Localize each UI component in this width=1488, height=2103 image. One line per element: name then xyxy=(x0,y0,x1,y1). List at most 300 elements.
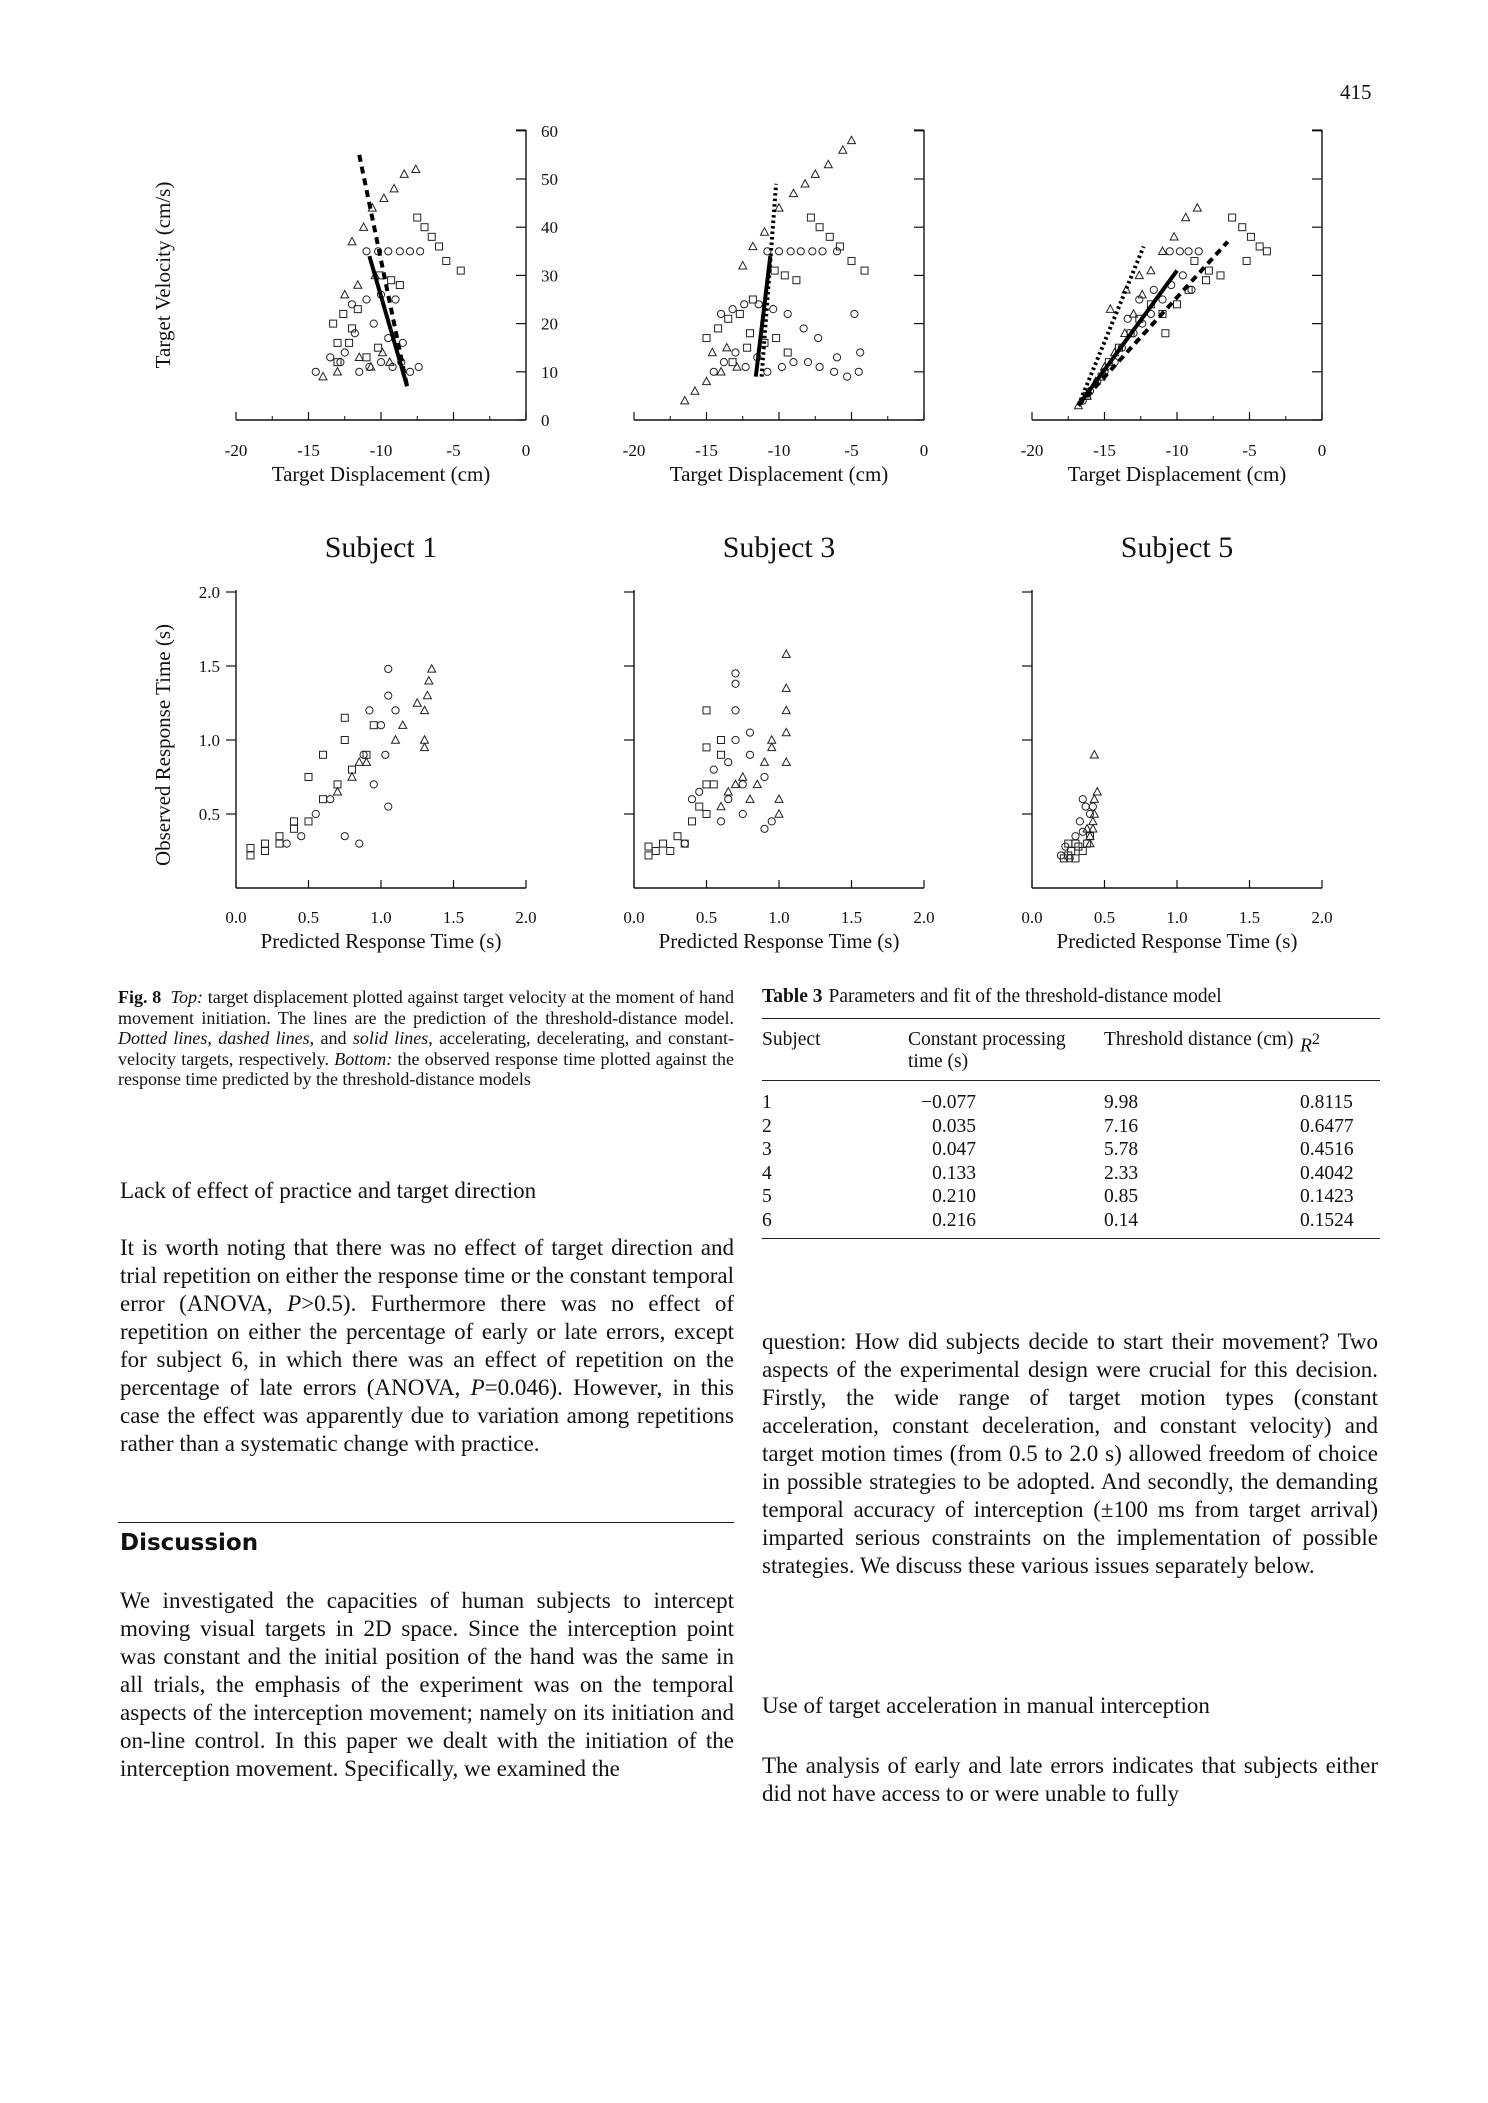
data-point xyxy=(689,818,696,825)
data-point xyxy=(399,721,407,728)
x-axis-label: Predicted Response Time (s) xyxy=(658,929,900,953)
data-point xyxy=(1159,247,1167,254)
data-point xyxy=(1090,751,1098,758)
table-cell-value: −0.077 xyxy=(921,1092,976,1113)
section-title-practice: Lack of effect of practice and target direction xyxy=(120,1178,537,1203)
data-point xyxy=(1089,803,1096,810)
caption-label: Fig. 8 xyxy=(118,987,162,1007)
data-point xyxy=(696,788,703,795)
data-point xyxy=(389,363,396,370)
data-point xyxy=(423,691,431,698)
section-title-acceleration: Use of target acceleration in manual interception xyxy=(762,1693,1210,1718)
x-tick-label: -15 xyxy=(695,441,718,460)
data-point xyxy=(1072,833,1079,840)
data-point xyxy=(782,758,790,765)
data-point xyxy=(720,359,727,366)
col-header-r2: $R^2$ xyxy=(1300,1019,1380,1081)
data-point xyxy=(739,781,746,788)
data-point xyxy=(356,840,363,847)
data-point xyxy=(428,665,436,672)
data-point xyxy=(363,354,370,361)
data-point xyxy=(1229,214,1236,221)
data-point xyxy=(392,707,399,714)
x-tick-label: -5 xyxy=(844,441,859,460)
data-point xyxy=(749,242,757,249)
x-tick-label: 2.0 xyxy=(515,908,537,927)
data-point xyxy=(341,290,349,297)
table-cell: 0.8115 xyxy=(1300,1092,1353,1113)
data-point xyxy=(855,368,862,375)
data-point xyxy=(378,348,386,355)
table-cell: 0.1524 xyxy=(1300,1209,1354,1231)
data-point xyxy=(370,781,377,788)
x-tick-label: -10 xyxy=(767,441,791,460)
data-point xyxy=(1079,848,1086,855)
data-point xyxy=(1076,818,1083,825)
data-point xyxy=(784,349,791,356)
data-point xyxy=(385,248,392,255)
table-row xyxy=(762,1162,1380,1186)
data-point xyxy=(851,310,858,317)
data-point xyxy=(1075,843,1082,850)
subject-title: Subject 1 xyxy=(324,531,438,564)
data-point xyxy=(1263,248,1270,255)
x-tick-label: -15 xyxy=(1093,441,1116,460)
data-point xyxy=(816,224,823,231)
data-point xyxy=(1185,248,1192,255)
data-point xyxy=(425,677,433,684)
data-point xyxy=(742,363,749,370)
data-point xyxy=(790,359,797,366)
y-tick-label: 10 xyxy=(541,362,558,382)
table-cell xyxy=(908,1138,1104,1162)
data-point xyxy=(334,788,342,795)
y-tick-label: 1.0 xyxy=(198,731,220,750)
data-point xyxy=(337,359,344,366)
data-point xyxy=(412,165,420,172)
table-cell: 0.4042 xyxy=(1300,1162,1354,1184)
data-point xyxy=(703,744,710,751)
table-cell: 5 xyxy=(762,1186,772,1207)
data-point xyxy=(247,845,254,852)
data-point xyxy=(839,146,847,153)
data-point xyxy=(824,160,832,167)
y-tick-label: 60 xyxy=(541,121,558,141)
data-point xyxy=(761,228,769,235)
data-point xyxy=(844,373,851,380)
data-point xyxy=(1082,803,1089,810)
data-point xyxy=(354,306,361,313)
data-point xyxy=(782,650,790,657)
table-label: Table 3 xyxy=(762,986,823,1007)
table-cell: 2.33 xyxy=(1104,1162,1139,1184)
data-point xyxy=(715,325,722,332)
data-point xyxy=(327,354,334,361)
data-point xyxy=(385,692,392,699)
data-point xyxy=(729,359,736,366)
data-point xyxy=(1072,840,1079,847)
data-point xyxy=(703,811,710,818)
y-tick-label: 2.0 xyxy=(198,583,220,602)
data-point xyxy=(417,248,424,255)
data-point xyxy=(674,833,681,840)
x-tick-label: 2.0 xyxy=(913,908,935,927)
data-point xyxy=(775,810,783,817)
data-point xyxy=(348,237,356,244)
data-point xyxy=(739,262,747,269)
data-point xyxy=(732,349,739,356)
data-point xyxy=(1247,233,1254,240)
data-point xyxy=(312,810,319,817)
data-point xyxy=(377,722,384,729)
data-point xyxy=(815,334,822,341)
data-point xyxy=(819,248,826,255)
bottom-y-axis-label: Observed Response Time (s) xyxy=(151,623,175,867)
y-tick-label: 20 xyxy=(541,314,558,334)
data-point xyxy=(346,339,353,346)
table-cell: 0.1423 xyxy=(1300,1186,1354,1207)
data-point xyxy=(400,170,408,177)
x-tick-label: 1.0 xyxy=(768,908,790,927)
paragraph-practice: It is worth noting that there was no effect of target direction and trial repetition on either the response time or the constant temporal error (ANOVA, P>0.5). Furthermore there was no effect of repetition on either the percentage of early or late errors, except for subject 6, in which there was an effect of repetition on the percentage of late errors (ANOVA, P=0.046). However, in this case the effect was apparently due to variation among repetitions rather than a systematic change with practice. xyxy=(120,1235,734,1456)
model-line-solid xyxy=(369,256,407,386)
data-point xyxy=(1188,286,1195,293)
data-point xyxy=(341,714,348,721)
data-point xyxy=(334,339,341,346)
table-cell: 7.16 xyxy=(1104,1115,1139,1137)
data-point xyxy=(356,368,363,375)
table-cell-value: 0.210 xyxy=(932,1186,976,1207)
data-point xyxy=(1256,243,1263,250)
data-point xyxy=(800,325,807,332)
data-point xyxy=(718,737,725,744)
data-point xyxy=(351,330,358,337)
data-point xyxy=(262,840,269,847)
table-cell: 1 xyxy=(762,1092,772,1113)
data-point xyxy=(775,248,782,255)
data-point xyxy=(413,699,421,706)
x-tick-label: 1.5 xyxy=(840,908,863,927)
table-cell: 9.98 xyxy=(1104,1092,1139,1113)
data-point xyxy=(341,737,348,744)
data-point xyxy=(833,248,840,255)
data-point xyxy=(725,315,732,322)
data-point xyxy=(801,180,809,187)
data-point xyxy=(312,368,319,375)
data-point xyxy=(1147,266,1155,273)
x-tick-label: 0.0 xyxy=(623,908,645,927)
data-point xyxy=(340,310,347,317)
data-point xyxy=(428,233,435,240)
x-tick-label: -20 xyxy=(224,441,248,460)
y-tick-label: 40 xyxy=(541,218,558,238)
data-point xyxy=(732,707,739,714)
data-point xyxy=(421,743,429,750)
data-point xyxy=(741,301,748,308)
data-point xyxy=(291,818,298,825)
model-line-dashed xyxy=(359,155,407,386)
data-point xyxy=(717,310,724,317)
data-point xyxy=(443,257,450,264)
data-point xyxy=(1174,301,1181,308)
data-point xyxy=(770,306,777,313)
figure-8 xyxy=(0,0,1488,960)
data-point xyxy=(781,272,788,279)
data-point xyxy=(725,759,732,766)
table-cell-value: 0.216 xyxy=(932,1209,976,1231)
data-point xyxy=(385,665,392,672)
table-cell xyxy=(908,1115,1104,1139)
x-tick-label: -5 xyxy=(1242,441,1257,460)
y-tick-label: 0 xyxy=(541,411,550,430)
x-tick-label: -10 xyxy=(1165,441,1189,460)
data-point xyxy=(717,368,725,375)
data-point xyxy=(415,363,422,370)
table-cell: 0.85 xyxy=(1104,1186,1139,1207)
x-tick-label: 1.0 xyxy=(1166,908,1188,927)
x-tick-label: 0.5 xyxy=(297,908,320,927)
data-point xyxy=(771,267,778,274)
subject-title: Subject 3 xyxy=(722,531,836,564)
table-cell: 6 xyxy=(762,1209,772,1231)
data-point xyxy=(804,359,811,366)
data-point xyxy=(1162,330,1169,337)
data-point xyxy=(703,781,710,788)
data-point xyxy=(717,802,725,809)
x-tick-label: -5 xyxy=(446,441,461,460)
data-point xyxy=(681,840,688,847)
x-tick-label: 1.5 xyxy=(1238,908,1261,927)
data-point xyxy=(645,843,652,850)
table-cell: 3 xyxy=(762,1139,772,1160)
table-header-row xyxy=(762,1019,1380,1081)
data-point xyxy=(1191,257,1198,264)
table-row xyxy=(762,1115,1380,1139)
data-point xyxy=(793,277,800,284)
paragraph-discussion: We investigated the capacities of human subjects to intercept moving visual targets in 2D space. Since the interception point was constant and the initial position of the hand was the same in all trials, the emphasis of the experiment was on the temporal aspects of the interception movement; namely on its initiation and on-line control. In this paper we dealt with the initiation of the interception movement. Specifically, we examined the xyxy=(120,1588,734,1781)
x-tick-label: -15 xyxy=(297,441,320,460)
data-point xyxy=(782,684,790,691)
data-point xyxy=(667,848,674,855)
table-title: Table 3 Parameters and fit of the threshold-distance model xyxy=(762,986,1222,1007)
x-axis-label: Target Displacement (cm) xyxy=(1067,462,1287,486)
data-point xyxy=(421,706,429,713)
x-axis-label: Target Displacement (cm) xyxy=(669,462,889,486)
table-row xyxy=(762,1209,1380,1239)
data-point xyxy=(1170,233,1178,240)
discussion-title: Discussion xyxy=(120,1530,259,1556)
data-point xyxy=(390,184,398,191)
data-point xyxy=(355,353,363,360)
data-point xyxy=(691,387,699,394)
data-point xyxy=(1150,286,1157,293)
data-point xyxy=(696,803,703,810)
data-point xyxy=(380,194,388,201)
data-point xyxy=(807,214,814,221)
data-point xyxy=(320,796,327,803)
subject-title: Subject 5 xyxy=(1120,531,1234,564)
data-point xyxy=(739,810,746,817)
x-tick-label: 0.0 xyxy=(1021,908,1043,927)
data-point xyxy=(761,758,769,765)
table-row xyxy=(762,1138,1380,1162)
data-point xyxy=(298,833,305,840)
data-point xyxy=(414,214,421,221)
data-point xyxy=(1239,224,1246,231)
data-point xyxy=(768,736,776,743)
data-point xyxy=(1166,248,1173,255)
data-point xyxy=(833,354,840,361)
data-point xyxy=(775,795,783,802)
data-point xyxy=(392,736,400,743)
data-point xyxy=(370,722,377,729)
table-cell: 2 xyxy=(762,1115,772,1137)
data-point xyxy=(703,377,711,384)
data-point xyxy=(385,803,392,810)
data-point xyxy=(1090,795,1098,802)
data-point xyxy=(421,736,429,743)
data-point xyxy=(1203,277,1210,284)
data-point xyxy=(723,344,731,351)
data-point xyxy=(341,833,348,840)
discussion-rule xyxy=(118,1522,734,1523)
data-point xyxy=(305,774,312,781)
table-row xyxy=(762,1185,1380,1209)
x-tick-label: 0.0 xyxy=(225,908,247,927)
data-point xyxy=(761,773,768,780)
table-cell xyxy=(908,1162,1104,1186)
data-point xyxy=(327,796,334,803)
data-point xyxy=(725,796,732,803)
data-point xyxy=(861,267,868,274)
data-point xyxy=(732,780,740,787)
x-axis-label: Target Displacement (cm) xyxy=(271,462,491,486)
x-tick-label: 0 xyxy=(1317,441,1327,460)
data-point xyxy=(1065,840,1072,847)
x-axis-label: Predicted Response Time (s) xyxy=(260,929,502,953)
data-point xyxy=(334,368,342,375)
page-number: 415 xyxy=(1340,80,1372,104)
data-point xyxy=(382,751,389,758)
data-point xyxy=(811,170,819,177)
table-cell-value: 0.047 xyxy=(932,1139,976,1160)
data-point xyxy=(784,310,791,317)
x-tick-label: 1.0 xyxy=(370,908,392,927)
data-point xyxy=(782,728,790,735)
data-point xyxy=(276,840,283,847)
table-cell: 5.78 xyxy=(1104,1139,1139,1160)
top-y-axis-label: Target Velocity (cm/s) xyxy=(151,181,175,369)
data-point xyxy=(826,233,833,240)
data-point xyxy=(787,248,794,255)
data-point xyxy=(363,296,370,303)
data-point xyxy=(746,795,754,802)
data-point xyxy=(436,243,443,250)
data-point xyxy=(1193,204,1201,211)
data-point xyxy=(718,751,725,758)
y-tick-label: 1.5 xyxy=(198,657,220,676)
data-point xyxy=(782,706,790,713)
data-point xyxy=(739,773,747,780)
x-tick-label: -20 xyxy=(622,441,646,460)
data-point xyxy=(1136,296,1143,303)
figure-caption: Fig. 8 Top: target displacement plotted against target velocity at the moment of hand movement initiation. The lines are the prediction of the threshold-distance model. Dotted lines, dashed lines, and solid lines, accelerating, decelerating, and constant-velocity targets, respectively. Bottom: the observed response time plotted against the response time predicted by the threshold-distance models xyxy=(118,987,735,1089)
data-point xyxy=(744,344,751,351)
x-tick-label: 0.5 xyxy=(695,908,718,927)
data-point xyxy=(320,751,327,758)
data-point xyxy=(360,751,367,758)
data-point xyxy=(645,852,652,859)
data-point xyxy=(848,136,856,143)
data-point xyxy=(370,320,377,327)
data-point xyxy=(363,758,371,765)
data-point xyxy=(348,773,356,780)
table-cell-value: 0.133 xyxy=(932,1162,976,1184)
data-point xyxy=(729,306,736,313)
data-point xyxy=(688,796,695,803)
data-point xyxy=(749,296,756,303)
x-tick-label: 0 xyxy=(521,441,531,460)
data-point xyxy=(710,781,717,788)
data-point xyxy=(681,397,689,404)
table-3 xyxy=(762,1018,1380,1239)
data-point xyxy=(377,359,384,366)
data-point xyxy=(396,282,403,289)
data-point xyxy=(396,248,403,255)
data-point xyxy=(1176,248,1183,255)
data-point xyxy=(421,224,428,231)
data-point xyxy=(406,248,413,255)
data-point xyxy=(710,368,717,375)
data-point xyxy=(305,818,312,825)
data-point xyxy=(354,281,362,288)
data-point xyxy=(764,368,771,375)
data-point xyxy=(1135,271,1143,278)
table-cell xyxy=(908,1185,1104,1209)
data-point xyxy=(761,825,768,832)
table-cell: 0.14 xyxy=(1104,1209,1139,1231)
data-point xyxy=(732,736,739,743)
col-header-subject: Subject xyxy=(762,1019,908,1081)
data-point xyxy=(736,310,743,317)
col-header-processing-time: Constant processing time (s) xyxy=(908,1019,1104,1081)
data-point xyxy=(768,818,775,825)
data-point xyxy=(848,257,855,264)
x-tick-label: -20 xyxy=(1020,441,1044,460)
data-point xyxy=(363,248,370,255)
data-point xyxy=(746,751,753,758)
model-line-solid xyxy=(1078,271,1177,406)
data-point xyxy=(753,780,761,787)
data-point xyxy=(710,766,717,773)
data-point xyxy=(375,344,382,351)
table-cell: 0.6477 xyxy=(1300,1115,1354,1137)
paragraph-question: question: How did subjects decide to start their movement? Two aspects of the experimental design were crucial for this decision. Firstly, the wide range of target motion types (constant acceleration, constant deceleration, and constant velocity) and target motion times (from 0.5 to 2.0 s) allowed freedom of choice in possible strategies to be adopted. And secondly, the demanding temporal accuracy of interception (±100 ms from target arrival) imparted serious constraints on the implementation of possible strategies. We discuss these various issues separately below. xyxy=(762,1329,1378,1578)
data-point xyxy=(816,363,823,370)
table-cell xyxy=(908,1081,1104,1115)
data-point xyxy=(747,330,754,337)
data-point xyxy=(388,277,395,284)
table-cell xyxy=(908,1209,1104,1239)
data-point xyxy=(406,368,413,375)
table-cell-value: 0.035 xyxy=(932,1115,976,1137)
data-point xyxy=(1182,213,1190,220)
data-point xyxy=(703,707,710,714)
data-point xyxy=(732,680,739,687)
data-point xyxy=(724,788,732,795)
col-header-threshold-distance: Threshold distance (cm) xyxy=(1104,1019,1300,1081)
model-line-dotted xyxy=(1078,246,1143,405)
